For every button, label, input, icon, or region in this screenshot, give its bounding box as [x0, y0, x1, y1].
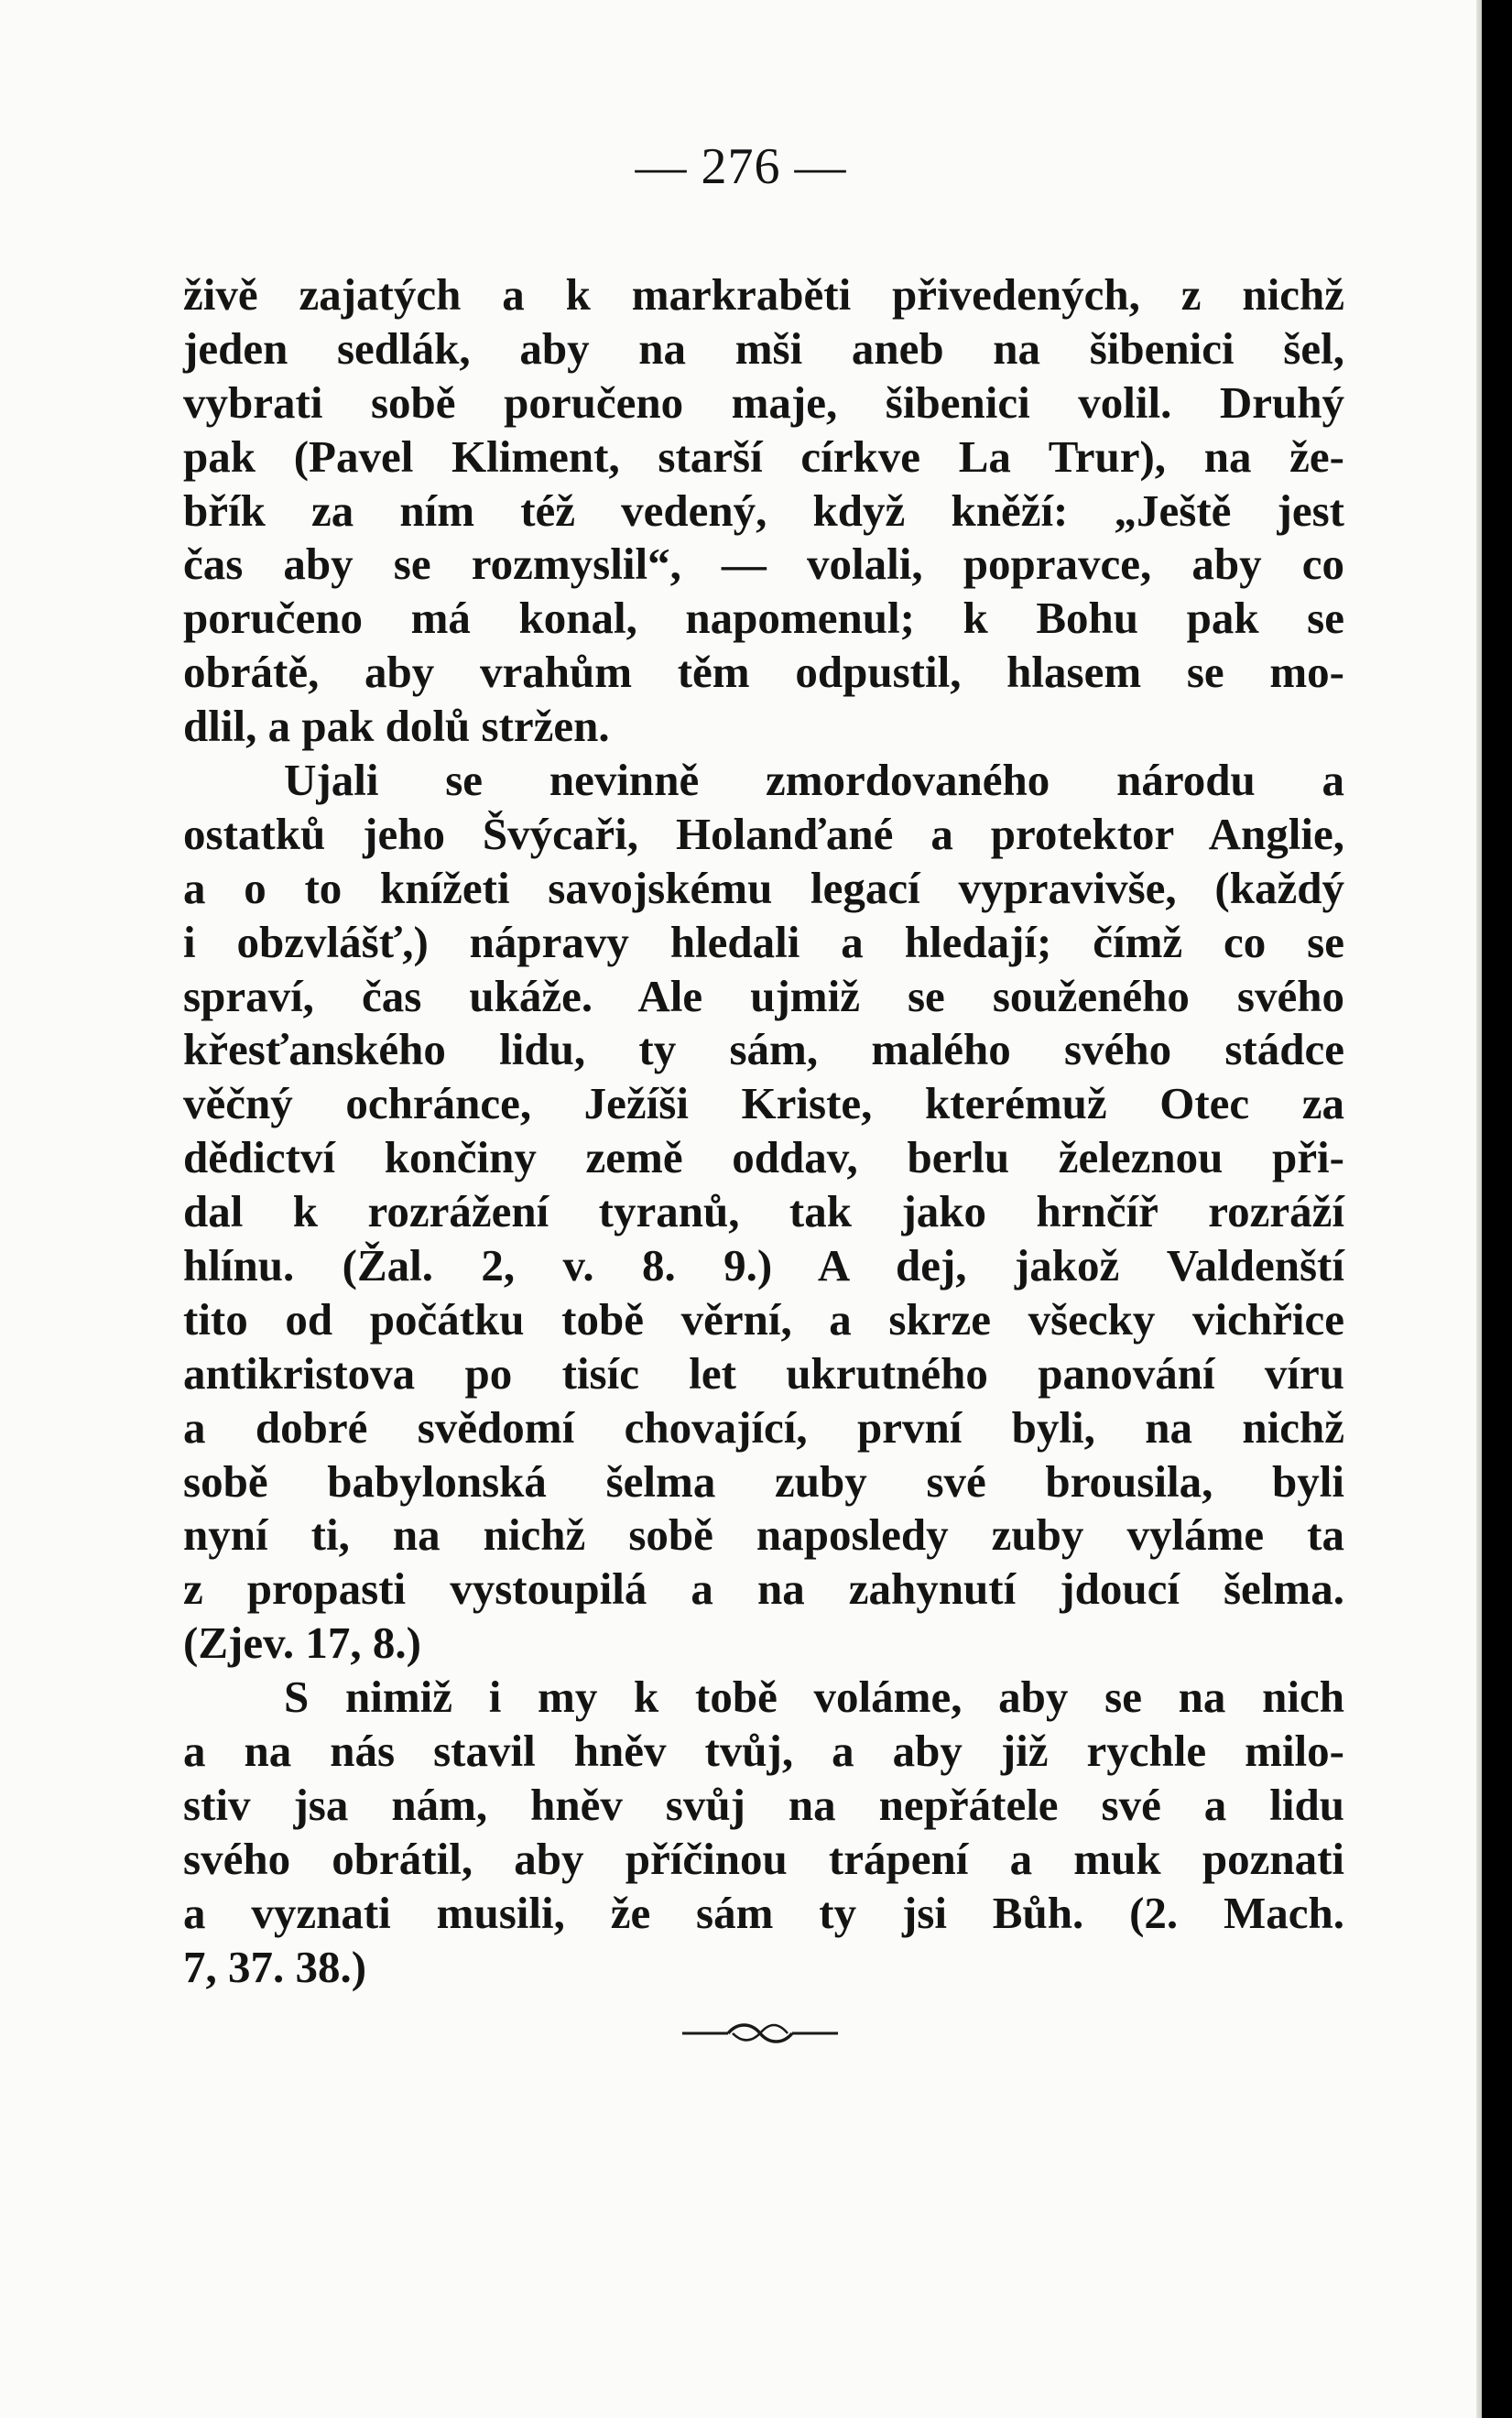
text-line: živě zajatých a k markraběti přivedených, z nichž — [183, 269, 1344, 320]
text-line: věčný ochránce, Ježíši Kriste, kterémuž Otec za — [183, 1078, 1344, 1129]
text-line: břík za ním též vedený, když kněží: „Ještě jest — [183, 485, 1344, 536]
text-line: S nimiž i my k tobě voláme, aby se na nich — [284, 1672, 1344, 1723]
text-line: z propasti vystoupilá a na zahynutí jdoucí šelma. — [183, 1563, 1344, 1615]
text-line: křesťanského lidu, ty sám, malého svého stádce — [183, 1024, 1344, 1075]
text-line: a vyznati musili, že sám ty jsi Bůh. (2. Mach. — [183, 1887, 1344, 1938]
text-line: Ujali se nevinně zmordovaného národu a — [284, 755, 1344, 806]
text-line: obrátě, aby vrahům těm odpustil, hlasem se mo- — [183, 647, 1344, 698]
text-line: sobě babylonská šelma zuby své brousila, byli — [183, 1455, 1344, 1507]
text-line: (Zjev. 17, 8.) — [183, 1617, 421, 1669]
text-line: 7, 37. 38.) — [183, 1941, 367, 1992]
text-line: hlínu. (Žal. 2, v. 8. 9.) A dej, jakož Valdenští — [183, 1240, 1344, 1291]
text-line: poručeno má konal, napomenul; k Bohu pak se — [183, 593, 1344, 644]
text-line: stiv jsa nám, hněv svůj na nepřátele své a lidu — [183, 1779, 1344, 1830]
text-line: jeden sedlák, aby na mši aneb na šibenici šel, — [183, 322, 1344, 374]
text-line: svého obrátil, aby příčinou trápení a muk poznati — [183, 1833, 1344, 1884]
text-line: a na nás stavil hněv tvůj, a aby již rychle milo- — [183, 1726, 1344, 1777]
text-line: ostatků jeho Švýcaři, Holanďané a protektor Anglie, — [183, 808, 1344, 859]
text-line: i obzvlášť,) nápravy hledali a hledají; čímž co se — [183, 916, 1344, 967]
page-number: — 276 — — [635, 138, 847, 195]
text-line: pak (Pavel Kliment, starší církve La Trur), na že- — [183, 430, 1344, 482]
end-ornament — [678, 2015, 843, 2052]
text-line: dlil, a pak dolů stržen. — [183, 701, 610, 752]
text-line: dal k rozrážení tyranů, tak jako hrnčíř rozráží — [183, 1186, 1344, 1237]
text-line: dědictví končiny země oddav, berlu železnou při- — [183, 1132, 1344, 1183]
text-line: nyní ti, na nichž sobě naposledy zuby vyláme ta — [183, 1509, 1344, 1561]
text-line: a dobré svědomí chovající, první byli, na nichž — [183, 1401, 1344, 1453]
text-line: antikristova po tisíc let ukrutného panování víru — [183, 1347, 1344, 1399]
body-text — [183, 268, 1344, 1995]
text-line: spraví, čas ukáže. Ale ujmiž se souženého svého — [183, 970, 1344, 1021]
text-line: vybrati sobě poručeno maje, šibenici volil. Druhý — [183, 376, 1344, 428]
text-line: tito od počátku tobě věrní, a skrze všecky vichřice — [183, 1293, 1344, 1345]
text-line: a o to knížeti savojskému legací vypravivše, (každý — [183, 862, 1344, 913]
text-line: čas aby se rozmyslil“, — volali, popravce, aby co — [183, 539, 1344, 590]
